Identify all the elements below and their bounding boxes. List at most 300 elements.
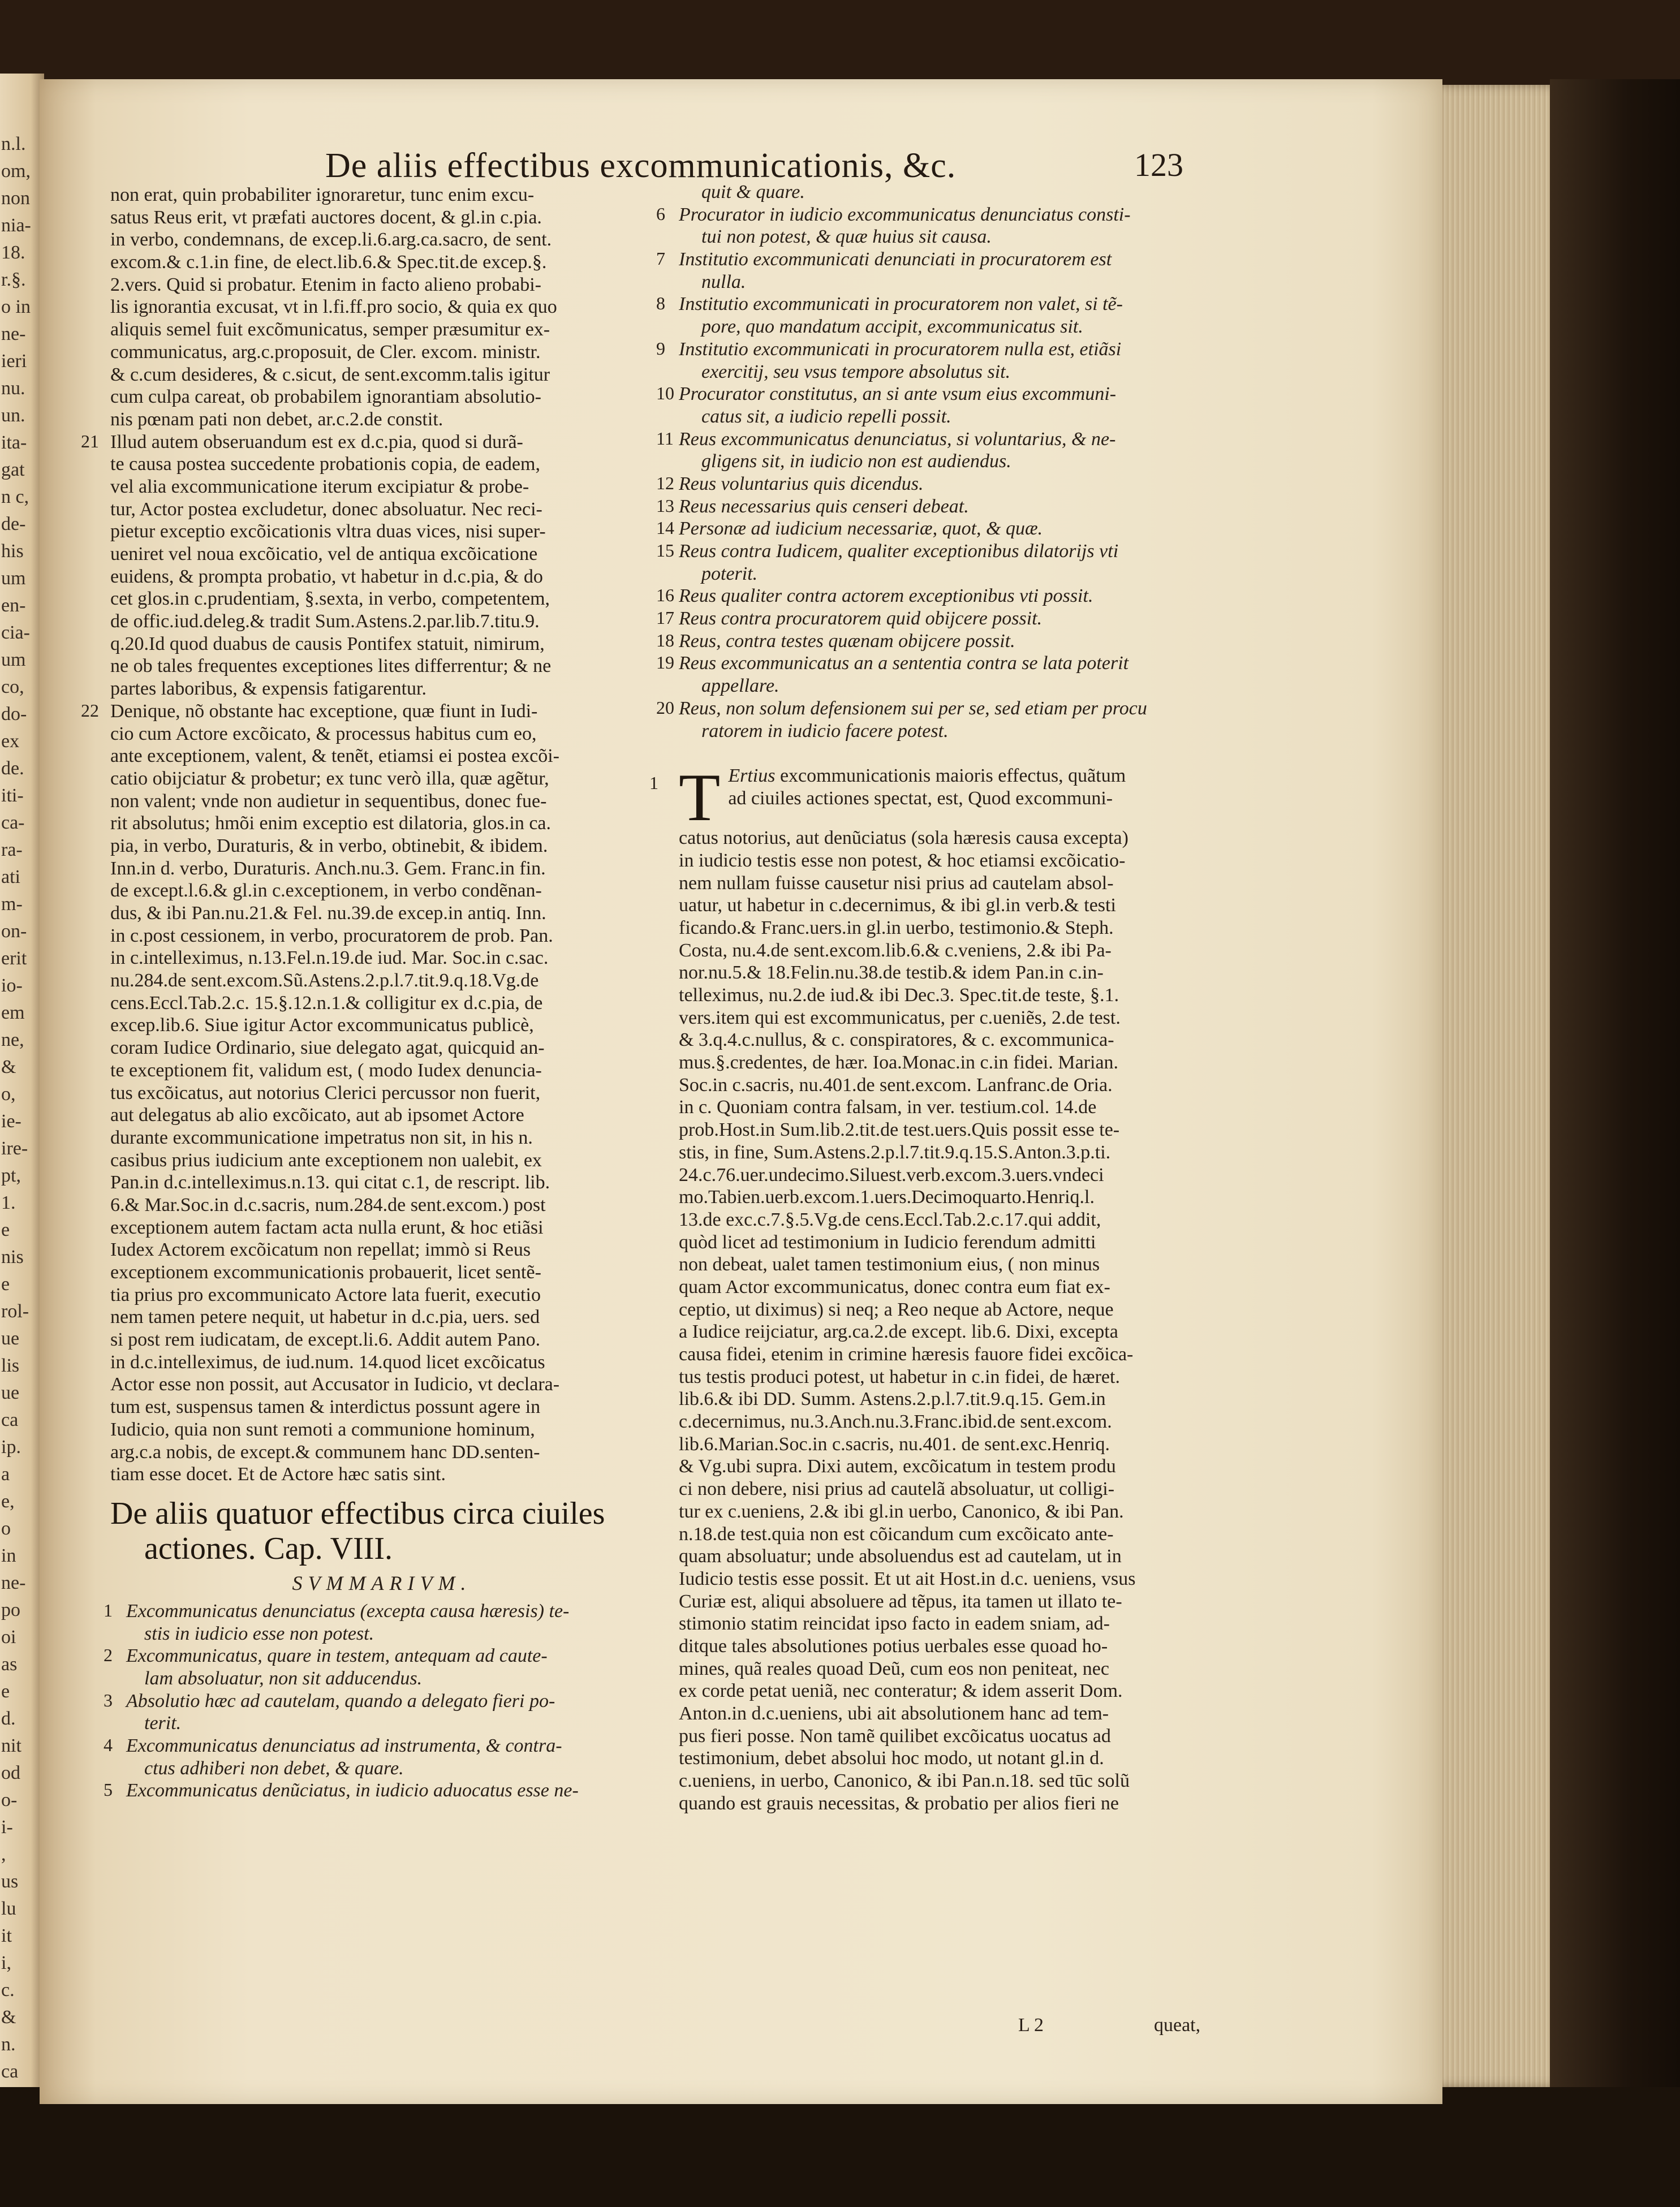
facing-page-fragment: 18. — [1, 242, 25, 263]
summary-item — [110, 1667, 653, 1690]
body-row — [110, 880, 653, 902]
facing-page-fragment: nis — [1, 1247, 24, 1268]
body-line: nor.nu.5.& 18.Felin.nu.38.de testib.& idem Pan.in c.in- — [679, 962, 1104, 984]
summary-item — [656, 383, 1236, 406]
facing-page-edge — [0, 74, 44, 2087]
facing-page-fragment: po — [1, 1600, 20, 1620]
body-line: lis ignorantia excusat, vt in l.fi.ff.pro socio, & quia ex quo — [110, 296, 557, 318]
facing-page-fragment: rol- — [1, 1301, 29, 1322]
body-line: de offic.iud.deleg.& tradit Sum.Astens.2.par.lib.7.titu.9. — [110, 611, 540, 632]
body-row — [110, 588, 653, 610]
body-line: c.decernimus, nu.3.Anch.nu.3.Franc.ibid.de sent.excom. — [679, 1411, 1112, 1433]
facing-page-fragment: as — [1, 1654, 18, 1675]
summary-item — [679, 406, 1236, 428]
summary-number: 20 — [656, 697, 674, 718]
body-line: nis pœnam pati non debet, ar.c.2.de constit. — [110, 408, 443, 430]
facing-page-fragment: cia- — [1, 622, 30, 643]
body-row — [110, 386, 653, 408]
summary-number: 19 — [656, 652, 674, 673]
facing-page-fragment: 1. — [1, 1192, 16, 1213]
facing-page-fragment: nia- — [1, 215, 31, 236]
facing-page-fragment: io- — [1, 975, 23, 996]
paragraph-number: 21 — [81, 430, 99, 451]
body-line: in iudicio testis esse non potest, & hoc etiamsi excõicatio- — [679, 850, 1126, 871]
facing-page-fragment: ca — [1, 1409, 19, 1430]
body-line: mus.§.credentes, de hær. Ioa.Monac.in c.in fidei. Marian. — [679, 1052, 1119, 1074]
body-row — [110, 1171, 653, 1194]
body-row — [110, 633, 653, 656]
facing-page-fragment: d. — [1, 1708, 16, 1729]
body-line: Iudicio, quia non sunt remoti a communione hominum, — [110, 1419, 535, 1440]
body-row — [110, 610, 653, 633]
summary-number: 12 — [656, 472, 674, 493]
facing-page-fragment: ra- — [1, 839, 23, 860]
body-line: in c.post cessionem, in verbo, procuratorem de prob. Pan. — [110, 925, 553, 946]
body-line: cio cum Actore excõicato, & processus habitus cum eo, — [110, 723, 537, 744]
body-row — [110, 1082, 653, 1105]
page-number: 123 — [1134, 146, 1183, 183]
body-line: euidens, & prompta probatio, vt habetur in d.c.pia, & do — [110, 566, 543, 587]
body-row — [81, 430, 653, 454]
facing-page-fragment: ex — [1, 731, 20, 752]
facing-page-fragment: i, — [1, 1952, 11, 1973]
facing-page-fragment: em — [1, 1002, 25, 1023]
body-row — [110, 566, 653, 588]
body-row — [110, 835, 653, 857]
summary-item — [679, 181, 1236, 204]
body-line: coram Iudice Ordinario, siue delegato agat, quicquid an- — [110, 1037, 545, 1059]
body-line: testimonium, debet absolui hoc modo, ut notant gl.in d. — [679, 1748, 1104, 1769]
body-line: tia prius pro excommunicato Actore lata fuerit, executio — [110, 1284, 541, 1305]
body-line: nem nullam fuisse causetur nisi prius ad cautelam absol- — [679, 872, 1114, 894]
body-row — [110, 341, 653, 364]
summary-text: exercitij, seu vsus tempore absolutus sit. — [701, 361, 1011, 382]
facing-page-fragment: pt, — [1, 1165, 21, 1186]
body-row — [110, 925, 653, 947]
body-row — [110, 1441, 653, 1464]
body-line: non debeat, ualet tamen testimonium eius, ( non minus — [679, 1254, 1100, 1275]
facing-page-fragment: ne- — [1, 324, 26, 344]
facing-page-fragment: nit — [1, 1735, 21, 1756]
summary-text: lam absoluatur, non sit adducendus. — [144, 1667, 423, 1689]
body-line: pia, in verbo, Duraturis, & in verbo, obtinebit, & ibidem. — [110, 835, 548, 856]
body-row — [110, 1329, 653, 1351]
summary-text: Reus, non solum defensionem sui per se, sed etiam per procu — [679, 697, 1147, 719]
facing-page-fragment: lu — [1, 1898, 16, 1919]
body-row — [110, 1127, 653, 1149]
chapter-title-line-2: actiones. Cap. VIII. — [144, 1531, 393, 1566]
summary-text: Procurator constitutus, an si ante vsum eius excommuni- — [679, 383, 1117, 405]
facing-page-fragment: od — [1, 1762, 20, 1783]
body-line: te exceptionem fit, validum est, ( modo Iudex denuncia- — [110, 1059, 542, 1081]
body-row — [110, 1261, 653, 1284]
summary-item — [656, 540, 1236, 563]
summary-text: stis in iudicio esse non potest. — [144, 1623, 374, 1644]
body-row — [110, 1306, 653, 1329]
facing-page-fragment: oi — [1, 1627, 16, 1648]
facing-page-fragment: e, — [1, 1491, 15, 1512]
paragraph-number: 22 — [81, 700, 99, 721]
facing-page-fragment: en- — [1, 595, 26, 616]
body-row — [110, 1194, 653, 1217]
body-row — [110, 1463, 653, 1486]
body-line: vers.item qui est excommunicatus, per c.ueniẽs, 2.de test. — [679, 1007, 1121, 1028]
facing-page-fragment: r.§. — [1, 269, 26, 290]
body-line: mo.Tabien.uerb.excom.1.uers.Decimoquarto.Henriq.l. — [679, 1187, 1095, 1208]
first-line-rest: excommunicationis maioris effectus, quãtum — [775, 765, 1126, 787]
summary-number: 4 — [104, 1735, 113, 1755]
summary-text: Excommunicatus denunciatus (excepta causa hæresis) te- — [126, 1600, 570, 1622]
body-line: Anton.in d.c.ueniens, ubi ait absolutionem hanc ad tem- — [679, 1703, 1109, 1724]
facing-page-fragment: um — [1, 568, 26, 589]
summary-item — [104, 1689, 653, 1713]
summary-text: Institutio excommunicati denunciati in procuratorem est — [679, 249, 1112, 270]
body-row — [110, 408, 653, 431]
body-line: cum culpa careat, ob probabilem ignorantiam absolutio- — [110, 386, 541, 408]
summary-item — [104, 1600, 653, 1623]
body-line: & c.cum desideres, & c.sicut, de sent.excomm.talis igitur — [110, 364, 550, 385]
body-line: te causa postea succedente probationis copia, de eadem, — [110, 454, 540, 475]
summary-number: 14 — [656, 518, 674, 538]
body-line: pus fieri posse. Non tamẽ quilibet excõicatus uocatus ad — [679, 1725, 1111, 1747]
facing-page-fragment: a — [1, 1464, 10, 1485]
summary-item — [679, 271, 1236, 294]
facing-page-fragment: ip. — [1, 1437, 21, 1458]
body-line: excep.lib.6. Siue igitur Actor excommunicatus publicè, — [110, 1015, 534, 1036]
body-row — [110, 1351, 653, 1374]
facing-page-fragment: on- — [1, 921, 27, 942]
body-row — [110, 184, 653, 206]
facing-page-fragment: & — [1, 1057, 16, 1077]
body-line: excom.& c.1.in fine, de elect.lib.6.& Spec.tit.de excep.§. — [110, 252, 547, 273]
body-line: uatur, ut habetur in c.decernimus, & ibi gl.in verb.& testi — [679, 895, 1116, 916]
summarium-heading: SVMMARIVM. — [292, 1571, 472, 1594]
facing-page-fragment: um — [1, 649, 26, 670]
body-row — [110, 274, 653, 296]
summary-text: Procurator in iudicio excommunicatus denunciatus consti- — [679, 204, 1131, 225]
body-line: cet glos.in c.prudentiam, §.sexta, in verbo, competentem, — [110, 588, 550, 610]
body-line: lib.6.Marian.Soc.in c.sacris, nu.401. de sent.exc.Henriq. — [679, 1433, 1110, 1455]
body-line: catus notorius, aut denũciatus (sola hæresis causa excepta) — [679, 827, 1128, 849]
body-line — [728, 765, 1236, 787]
summary-item — [656, 585, 1236, 607]
body-line: in c. Quoniam contra falsam, in ver. testium.col. 14.de — [679, 1097, 1097, 1118]
body-line: a Iudice reijciatur, arg.ca.2.de except. lib.6. Dixi, excepta — [679, 1321, 1118, 1343]
body-line: quam Actor excommunicatus, donec contra eum fiat ex- — [679, 1276, 1110, 1298]
summary-item — [110, 1712, 653, 1735]
summary-number: 13 — [656, 495, 674, 516]
catchword: queat, — [1154, 2015, 1201, 2036]
summary-text: Reus voluntarius quis dicendus. — [679, 473, 924, 494]
body-line: casibus prius iudicium ante exceptionem non ualebit, ex — [110, 1149, 542, 1171]
facing-page-fragment: ita- — [1, 432, 27, 453]
body-row — [110, 902, 653, 925]
facing-page-fragment: gat — [1, 459, 25, 480]
body-row — [110, 251, 653, 274]
body-line: Illud autem obseruandum est ex d.c.pia, quod si durã- — [110, 431, 523, 452]
body-line: tus testis produci potest, ut habetur in c.in fidei, de hæret. — [679, 1366, 1120, 1387]
body-line: non valent; vnde non audietur in sequentibus, donec fue- — [110, 790, 547, 812]
body-row — [110, 969, 653, 992]
summary-item — [656, 495, 1236, 518]
facing-page-fragment: ire- — [1, 1138, 28, 1159]
body-row — [110, 812, 653, 835]
body-line: Iudicio testis esse possit. Et ut ait Host.in d.c. ueniens, vsus — [679, 1568, 1136, 1589]
summary-text: Reus excommunicatus denunciatus, si voluntarius, & ne- — [679, 428, 1116, 450]
body-row — [110, 1239, 653, 1261]
facing-page-fragment: ati — [1, 867, 20, 887]
facing-page-fragment: iti- — [1, 785, 24, 806]
body-line: nu.284.de sent.excom.Sũ.Astens.2.p.l.7.tit.9.q.18.Vg.de — [110, 970, 539, 992]
body-row — [110, 1373, 653, 1396]
facing-page-fragment: ca — [1, 2061, 19, 2082]
summary-item — [679, 450, 1236, 473]
facing-page-fragment: ca- — [1, 812, 25, 833]
facing-page-fragment: c. — [1, 1980, 15, 2001]
body-row — [110, 520, 653, 543]
body-row — [110, 296, 653, 318]
summary-text: pore, quo mandatum accipit, excommunicatus sit. — [701, 316, 1083, 338]
facing-page-fragment: m- — [1, 894, 23, 915]
body-row — [110, 318, 653, 341]
summary-text: appellare. — [701, 675, 779, 697]
facing-page-fragment: ie- — [1, 1111, 21, 1132]
body-row — [110, 723, 653, 745]
body-line: vel alia excommunicatione iterum excipiatur & probe- — [110, 476, 529, 497]
summary-text: quit & quare. — [701, 182, 805, 202]
body-row — [110, 453, 653, 476]
body-line: nem tamen petere nequit, ut habetur in d.c.pia, uers. sed — [110, 1307, 540, 1328]
body-row — [110, 768, 653, 790]
facing-page-fragment: e — [1, 1219, 10, 1240]
body-line: aut delegatus ab alio excõicato, aut ab ipsomet Actore — [110, 1105, 524, 1126]
summary-text: Excommunicatus denunciatus ad instrumenta, & contra- — [126, 1735, 562, 1756]
summary-item — [679, 720, 1236, 743]
body-line: de except.l.6.& gl.in c.exceptionem, in verbo condẽnan- — [110, 880, 542, 902]
facing-page-fragment: o in — [1, 296, 31, 317]
summary-item — [656, 338, 1236, 361]
body-line: Soc.in c.sacris, nu.401.de sent.excom. Lanfranc.de Oria. — [679, 1074, 1113, 1096]
body-line: ad ciuiles actiones spectat, est, Quod excommuni- — [728, 787, 1113, 809]
body-line: 2.vers. Quid si probatur. Etenim in facto alieno probabi- — [110, 274, 541, 295]
body-line: in verbo, condemnans, de excep.li.6.arg.ca.sacro, de sent. — [110, 229, 552, 251]
body-line: aliquis semel fuit excõmunicatus, semper præsumitur ex- — [110, 319, 550, 340]
running-head: De aliis effectibus excommunicationis, &c. — [325, 146, 957, 185]
summary-item — [656, 630, 1236, 653]
bottom-shadow — [0, 2087, 1680, 2207]
facing-page-fragment: & — [1, 2007, 16, 2028]
summary-number: 7 — [656, 248, 665, 269]
summary-item — [679, 675, 1236, 697]
summary-text: ratorem in iudicio facere potest. — [701, 720, 949, 742]
body-line: pietur exceptio excõicationis vltra duas vices, nisi super- — [110, 521, 546, 542]
body-line: partes laboribus, & expensis fatigarentur. — [110, 678, 427, 700]
body-line: quòd licet ad testimonium in Iudicio ferendum admitti — [679, 1231, 1096, 1253]
body-row — [110, 364, 653, 386]
summary-text: terit. — [144, 1713, 182, 1734]
summary-item — [656, 248, 1236, 271]
body-line: 24.c.76.uer.undecimo.Siluest.verb.excom.3.uers.vndeci — [679, 1164, 1104, 1186]
body-line: stimonio statim reincidat ipso facto in eadem sniam, ad- — [679, 1613, 1110, 1635]
facing-page-fragment: his — [1, 541, 24, 562]
facing-page-fragment: erit — [1, 948, 27, 969]
summary-item — [656, 607, 1236, 630]
body-line: ficando.& Franc.uers.in gl.in uerbo, testimonio.& Steph. — [679, 917, 1114, 938]
body-line: tur ex c.ueniens, 2.& ibi gl.in uerbo, Canonico, & ibi Pan. — [679, 1501, 1124, 1522]
body-line: dus, & ibi Pan.nu.21.& Fel. nu.39.de excep.in antiq. Inn. — [110, 903, 546, 924]
body-row — [110, 229, 653, 251]
right-body-text — [679, 827, 1236, 1814]
summary-number: 1 — [104, 1600, 113, 1620]
body-row — [110, 678, 653, 700]
summary-number: 18 — [656, 630, 674, 650]
body-line: & Vg.ubi supra. Dixi autem, excõicatum in testem produ — [679, 1456, 1116, 1477]
facing-page-fragment: de. — [1, 758, 24, 779]
summary-text: catus sit, a iudicio repelli possit. — [701, 406, 951, 427]
body-line: lib.6.& ibi DD. Summ. Astens.2.p.l.7.tit.9.q.15. Gem.in — [679, 1389, 1106, 1410]
summary-item — [656, 472, 1236, 495]
body-line: durante excommunicatione impetratus non sit, in his n. — [110, 1127, 533, 1148]
body-row — [110, 206, 653, 229]
summary-item — [104, 1645, 653, 1667]
summary-text: Reus qualiter contra actorem exceptionibus vti possit. — [679, 585, 1093, 607]
body-row — [110, 790, 653, 813]
body-row — [110, 992, 653, 1015]
body-line: telleximus, nu.2.de iud.& ibi Dec.3. Spec.tit.de teste, §.1. — [679, 985, 1119, 1006]
body-line: Curiæ est, aliqui absoluere ad tẽpus, ita tamen ut illato te- — [679, 1590, 1122, 1612]
facing-page-fragment: un. — [1, 405, 25, 426]
body-row — [110, 543, 653, 566]
body-line: catio obijciatur & probetur; ex tunc verò illa, quæ agẽtur, — [110, 768, 549, 789]
facing-page-fragment: do- — [1, 704, 27, 725]
facing-page-fragment: om, — [1, 161, 31, 182]
facing-page-fragment: us — [1, 1871, 19, 1892]
body-line: n.18.de test.quia non est cõicandum cum excõicato ante- — [679, 1523, 1114, 1545]
body-line: & 3.q.4.c.nullus, & c. conspiratores, & c. excommunica- — [679, 1029, 1114, 1051]
body-line: exceptionem excommunicationis probauerit, licet sentẽ- — [110, 1262, 541, 1283]
facing-page-fragment: ne, — [1, 1029, 24, 1050]
summary-item — [656, 428, 1236, 451]
body-line: tiam esse docet. Et de Actore hæc satis sint. — [110, 1464, 446, 1485]
summary-item — [679, 361, 1236, 383]
body-line: ex corde petat ueniã, nec conteratur; & idem asserit Dom. — [679, 1680, 1123, 1702]
body-line: causa fidei, etenim in crimine hæresis fauore fidei excõica- — [679, 1344, 1134, 1365]
facing-page-fragment: de- — [1, 514, 26, 534]
facing-page-fragment: e — [1, 1274, 10, 1295]
body-row — [110, 1037, 653, 1059]
body-line: non erat, quin probabiliter ignoraretur, tunc enim excu- — [110, 184, 535, 205]
facing-page-fragment: e — [1, 1681, 10, 1702]
body-line: 13.de exc.c.7.§.5.Vg.de cens.Eccl.Tab.2.c.17.qui addit, — [679, 1209, 1101, 1230]
summary-number: 6 — [656, 203, 665, 224]
body-line: quando est grauis necessitas, & probatio per alios fieri ne — [679, 1792, 1119, 1814]
body-line: communicatus, arg.c.proposuit, de Cler. excom. ministr. — [110, 341, 541, 363]
summary-item — [104, 1735, 653, 1757]
facing-page-fragment: in — [1, 1545, 16, 1566]
summary-text: poterit. — [701, 563, 758, 584]
body-line: Costa, nu.4.de sent.excom.lib.6.& c.veniens, 2.& ibi Pa- — [679, 939, 1112, 961]
summary-text: Reus, contra testes quænam obijcere possit. — [679, 630, 1015, 652]
body-line: Denique, nõ obstante hac exceptione, quæ fiunt in Iudi- — [110, 700, 538, 722]
facing-page-fragment: it — [1, 1925, 12, 1946]
summary-item — [656, 652, 1236, 675]
summary-item — [110, 1757, 653, 1780]
body-row — [110, 1104, 653, 1127]
facing-page-fragment: ue — [1, 1382, 20, 1403]
summary-number: 10 — [656, 383, 674, 404]
body-line: Actor esse non possit, aut Accusator in Iudicio, vt declara- — [110, 1374, 560, 1395]
summary-item — [679, 316, 1236, 338]
facing-page-fragment: n. — [1, 2034, 16, 2055]
body-row — [110, 947, 653, 969]
body-row — [110, 1284, 653, 1307]
summary-number: 8 — [656, 293, 665, 314]
summary-number: 16 — [656, 585, 674, 606]
body-row — [110, 1396, 653, 1419]
facing-page-fragment: , — [1, 1844, 6, 1865]
summary-item — [656, 203, 1236, 226]
facing-page-fragment: n.l. — [1, 133, 26, 154]
body-line: satus Reus erit, vt præfati auctores docent, & gl.in c.pia. — [110, 206, 542, 228]
body-row — [110, 1059, 653, 1082]
body-line: prob.Host.in Sum.lib.2.tit.de test.uers.Quis possit esse te- — [679, 1119, 1120, 1141]
body-row — [110, 745, 653, 768]
summary-text: Personæ ad iudicium necessariæ, quot, & quæ. — [679, 518, 1043, 540]
body-line: exceptionem autem factam acta nulla erunt, & hoc etiãsi — [110, 1217, 544, 1238]
body-line: tus excõicatus, aut notorius Clerici percussor non fuerit, — [110, 1082, 541, 1104]
summary-text: Excommunicatus, quare in testem, antequam ad caute- — [126, 1645, 548, 1667]
facing-page-fragment: ieri — [1, 351, 27, 372]
facing-page-fragment: co, — [1, 676, 24, 697]
summary-text: gligens sit, in iudicio non est audiendus. — [701, 451, 1011, 472]
facing-page-fragment: ne- — [1, 1572, 26, 1593]
body-line: tum est, suspensus tamen & interdictus possunt agere in — [110, 1396, 541, 1418]
summary-text: Reus contra procuratorem quid obijcere possit. — [679, 608, 1043, 630]
facing-page-fragment: ue — [1, 1328, 20, 1349]
summary-text: Reus contra Iudicem, qualiter exceptionibus dilatorijs vti — [679, 541, 1119, 562]
body-line: in c.intelleximus, n.13.Fel.n.19.de iud. Mar. Soc.in c.sac. — [110, 947, 549, 969]
facing-page-fragment: o, — [1, 1084, 16, 1105]
facing-page-fragment: o — [1, 1518, 11, 1539]
summary-item — [656, 293, 1236, 316]
body-row — [110, 476, 653, 498]
facing-page-fragment: nu. — [1, 378, 25, 399]
body-row — [110, 857, 653, 880]
summary-text: Institutio excommunicati in procuratorem non valet, si tẽ- — [679, 294, 1123, 315]
first-word: Ertius — [728, 765, 776, 787]
body-line: Pan.in d.c.intelleximus.n.13. qui citat c.1, de rescript. lib. — [110, 1172, 550, 1193]
facing-page-fragment: o- — [1, 1790, 18, 1811]
body-line: ne ob tales frequentes exceptiones lites differrentur; & ne — [110, 656, 552, 677]
body-row — [110, 1217, 653, 1239]
summary-number: 2 — [104, 1645, 113, 1666]
summary-number: 17 — [656, 607, 674, 628]
left-column — [81, 184, 653, 1802]
summary-text: Reus excommunicatus an a sententia contra se lata poterit — [679, 653, 1129, 674]
left-body-text — [81, 184, 653, 1486]
facing-page-fragment: lis — [1, 1355, 20, 1376]
summary-text: nulla. — [701, 271, 746, 292]
body-line: ueniret vel noua excõicatio, vel de antiqua excõicatione — [110, 544, 538, 564]
paragraph-number: 1 — [649, 773, 658, 794]
body-line: c.ueniens, in uerbo, Canonico, & ibi Pan.n.18. sed tūc solũ — [679, 1770, 1130, 1792]
body-opening — [649, 760, 1236, 835]
facing-page-fragment: n c, — [1, 486, 29, 507]
summary-number: 15 — [656, 540, 674, 561]
page-block-edges — [1431, 85, 1561, 2087]
body-line: ceptio, ut diximus) si neq; a Reo neque ab Actore, neque — [679, 1299, 1114, 1320]
summary-text: tui non potest, & quæ huius sit causa. — [701, 226, 992, 248]
